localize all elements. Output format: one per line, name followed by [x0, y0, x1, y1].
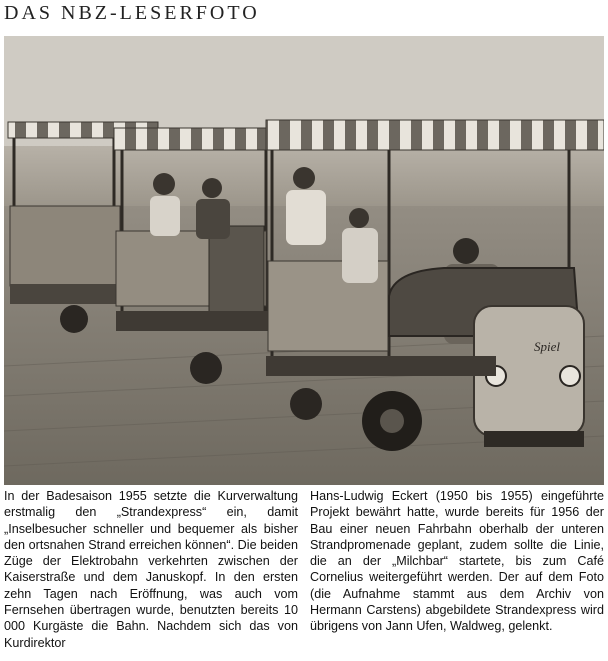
newspaper-photo	[4, 36, 604, 485]
article-right-column: Hans-Ludwig Eckert (1950 bis 1955) eingeführte Projekt bewährt hatte, wurde bereits für 1956 der Bau einer neuen Fahrbahn oberhalb der unteren Strandpromenade geplant, zudem sollte die Linie, die an der „Milchbar“ startete, bis zum Café Cornelius weitergeführt werden. Der auf dem Foto (die Aufnahme stammt aus dem Archiv von Hermann Carstens) abgebildete Strandexpress wird übrigens von Jann Ufen, Waldweg, gelenkt.	[310, 489, 604, 634]
article-body	[4, 488, 604, 660]
strandexpress-photo-illustration	[4, 36, 604, 485]
article-left-column: In der Badesaison 1955 setzte die Kurverwaltung erstmalig den „Strandexpress“ ein, damit „Inselbesucher schneller und bequemer als bisher den ortsnahen Strand erreichen können“. Die beiden Züge der Elektrobahn verkehrten zwischen der Kaiserstraße und dem Januskopf. In den ersten zehn Tagen nach Eröffnung, was auch vom Fernsehen übertragen wurde, benutzten bereits 10 000 Kurgäste die Bahn. Nachdem sich das von Kurdirektor	[4, 489, 298, 650]
vehicle-badge: Spiel	[534, 339, 560, 354]
page-header	[4, 0, 604, 30]
page-title: DAS NBZ-LESERFOTO	[4, 2, 260, 24]
